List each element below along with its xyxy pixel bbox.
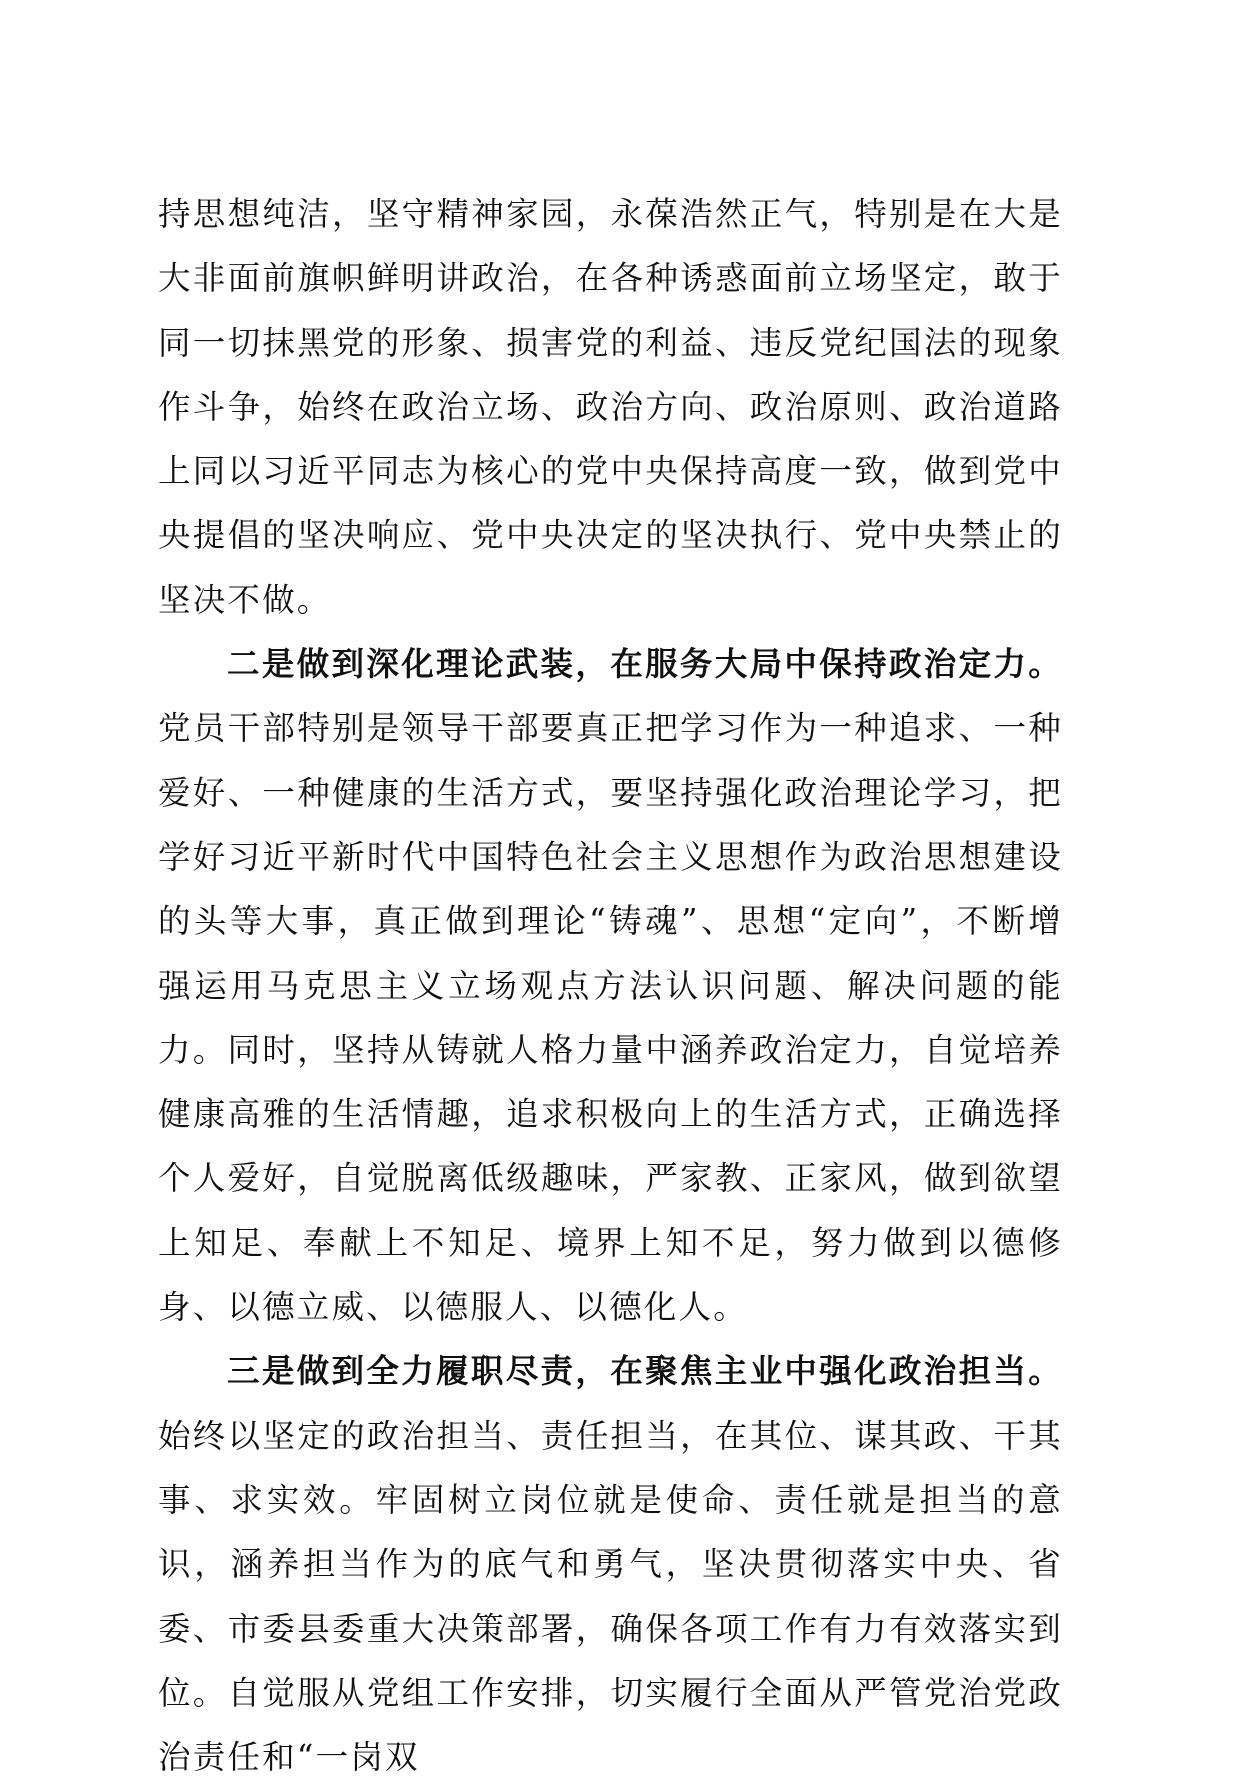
paragraph-3-heading: 三是做到全力履职尽责，在聚焦主业中强化政治担当。: [227, 1352, 1063, 1391]
paragraph-2-body: 党员干部特别是领导干部要真正把学习作为一种追求、一种爱好、一种健康的生活方式，要坚持强化政治理论学习，把学好习近平新时代中国特色社会主义思想作为政治思想建设的头等大事，真正做到理论“铸魂”、思想“定向”，不断增强运用马克思主义立场观点方法认识问题、解决问题的能力。同时，坚持从铸就人格力量中涵养政治定力，自觉培养健康高雅的生活情趣，追求积极向上的生活方式，正确选择个人爱好，自觉脱离低级趣味，严家教、正家风，做到欲望上知足、奉献上不知足、境界上知不足，努力做到以德修身、以德立威、以德服人、以德化人。: [158, 709, 1063, 1327]
paragraph-2-heading: 二是做到深化理论武装，在服务大局中保持政治定力。: [227, 645, 1063, 684]
document-body: [158, 182, 1063, 1789]
paragraph-3-body: 始终以坚定的政治担当、责任担当，在其位、谋其政、干其事、求实效。牢固树立岗位就是使命、责任就是担当的意识，涵养担当作为的底气和勇气，坚决贯彻落实中央、省委、市委县委重大决策部署，确保各项工作有力有效落实到位。自觉服从党组工作安排，切实履行全面从严管党治党政治责任和“一岗双: [158, 1416, 1063, 1777]
paragraph-1-body: 持思想纯洁，坚守精神家园，永葆浩然正气，特别是在大是大非面前旗帜鲜明讲政治，在各种诱惑面前立场坚定，敢于同一切抹黑党的形象、损害党的利益、违反党纪国法的现象作斗争，始终在政治立场、政治方向、政治原则、政治道路上同以习近平同志为核心的党中央保持高度一致，做到党中央提倡的坚决响应、党中央决定的坚决执行、党中央禁止的坚决不做。: [158, 195, 1063, 619]
paragraph-3: [158, 1339, 1063, 1789]
paragraph-1: [158, 182, 1063, 632]
paragraph-2: [158, 632, 1063, 1339]
